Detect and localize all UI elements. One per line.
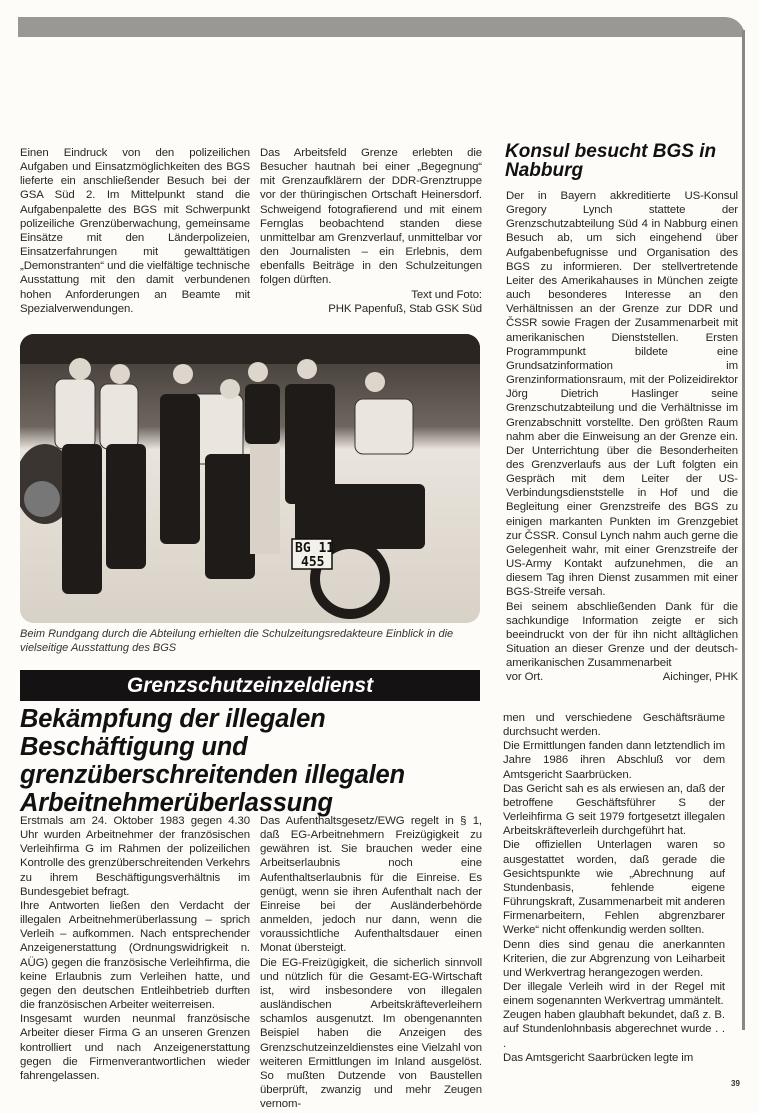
article-paragraph: Die offiziellen Unterlagen waren so ausgestattet worden, daß gerade die Gesichtspunkte wie „Abrechnung auf Stundenbasis, fehlende eigene Führungskraft, Zusammenarbeit mit anderen Firmenarbeitern, Fehlen abgrenzbarer Werke“ nicht offenkundig werden sollten.: [503, 839, 725, 937]
photo-credit: Text und Foto:: [411, 288, 482, 301]
intro-column-2: [260, 146, 482, 316]
konsul-paragraph: Der in Bayern akkreditierte US-Konsul Gregory Lynch stattete der Grenzschutzabteilung Süd 4 in Nabburg einen Besuch ab, um sich eingehend über Aufgabenbefugnisse und Organisation des BGS zu informieren. Der stellvertretende Leiter des Amerikahauses in München zeigte auch besonderes Interesse an den Verhältnissen an der Grenze zur DDR und ČSSR sowie Fragen der Zusammenarbeit mit amerikanischen Dienststellen. Ersten Programmpunkt bildete eine Grundsatzinformation im Grenzinformationsraum, mit der Polizeidirektor Jörg Dietrich Haslinger seine Grenzschutzabteilung und die Verhältnisse im Grenzabschnitt vorstellte. Den größten Raum nahm aber die Einweisung an der Grenze ein. Der Unterrichtung über die Besonderheiten des Grenzverlaufs aus der Luft folgten ein Gespräch mit dem Leiter der US-Verbindungsdienststelle in Hof und die Begleitung einer Grenzstreife des BGS zu einigen markanten Punkten im Grenzgebiet zur ČSSR. Consul Lynch nahm auch gerne die Gelegenheit wahr, mit einer Grenzstreife der US-Army Kontakt aufzunehmen, die an diesem Tag ihren Dienst zusammen mit einer BGS-Streife versah.: [506, 190, 738, 599]
article-paragraph: Zeugen haben glaubhaft bekundet, daß z. B. auf Stundenlohnbasis abgerechnet wurde . . .: [503, 1009, 725, 1050]
license-plate-line1: BG 11: [295, 541, 335, 556]
header-bar: [18, 17, 745, 37]
license-plate-line2: 455: [301, 555, 325, 570]
article-column-1: [20, 814, 250, 1083]
article-paragraph: Die Ermittlungen fanden dann letztendlich im Jahre 1986 ihren Abschluß vor dem Amtsgericht Saarbrücken.: [503, 740, 725, 781]
article-paragraph: men und verschiedene Geschäftsräume durchsucht werden.: [503, 712, 725, 739]
article-paragraph: Erstmals am 24. Oktober 1983 gegen 4.30 Uhr wurden Arbeitnehmer der französischen Verleihfirma G im Rahmen der polizeilichen Kontrolle des grenzüberschreitenden Verkehrs zu ihrem Beschäftigungsverhältnis im Bundesgebiet befragt.: [20, 815, 250, 898]
konsul-paragraph: Bei seinem abschließenden Dank für die sachkundige Information zeigte er sich beeindruckt von der für ihn nicht alltäglichen Situation an dieser Grenze und der deutsch-amerikanischen Zusammenarbeit: [506, 600, 738, 670]
article-paragraph: Das Aufenthaltsgesetz/EWG regelt in § 1, daß EG-Arbeitnehmern Freizügigkeit zu gewähren ist. Sie brauchen weder eine Arbeitserlaubnis noch eine Aufenthaltserlaubnis für die Einreise. Es genügt, wenn sie ihren Aufenthalt nach der Einreise bei der Ausländerbehörde anmelden, jedoch nur dann, wenn die voraussichtliche Aufenthaltsdauer einen Monat übersteigt.: [260, 815, 482, 955]
article-column-2: [260, 814, 482, 1111]
article-photo: [20, 334, 480, 623]
photo-credit-author: PHK Papenfuß, Stab GSK Süd: [328, 302, 482, 315]
article-paragraph: Insgesamt wurden neunmal französische Arbeiter dieser Firma G an unseren Grenzen kontrolliert und nach Anzeigenerstattung gegen die Firmenverantwortlichen wieder fahrengelassen.: [20, 1013, 250, 1082]
article-paragraph: Die EG-Freizügigkeit, die sicherlich sinnvoll und nützlich für die Gesamt-EG-Wirtschaft ist, wird insbesondere von illegalen ausländischen Arbeitskräfteverleihern schamlos ausgenutzt. Im obengenannten Beispiel haben die Anzeigen des Grenzschutzeinzeldienstes eine Vielzahl von weiteren Ermittlungen im Inland ausgelöst. So mußten Dutzende von Baustellen überprüft, zwanzig und mehr Zeugen vernom-: [260, 956, 482, 1111]
konsul-signature-line: [506, 670, 738, 684]
intro-paragraph: Einen Eindruck von den polizeilichen Aufgaben und Einsatzmöglichkeiten des BGS lieferte ein anschließender Besuch bei der GSA Süd 2. Im Mittelpunkt stand die Aufgabenpalette des BGS mit Schwerpunkt polizeiliche Grenzüberwachung, gemeinsame Einsätze mit den Länderpolizeien, Einsatzerfahrungen mit gewalttätigen „Demonstranten“ und die vielfältige technische Ausstattung mit den damit verbundenen hohen Anforderungen an Beamte mit Spezialverwendungen.: [20, 147, 250, 315]
article-paragraph: Das Amtsgericht Saarbrücken legte im: [503, 1051, 694, 1064]
article-column-3: [503, 711, 725, 1065]
page-number: 39: [731, 1079, 740, 1088]
article-paragraph: Ihre Antworten ließen den Verdacht der illegalen Arbeitnehmerüberlassung – sprich Verleih – aufkommen. Nach entsprechender Anzeigenerstattung (Ordnungswidrigkeit n. AÜG) gegen die französische Verleihfirma, die keine Erlaubnis zum Verleihen hatte, und gegen den deutschen Entleihbetrieb durften die französischen Arbeiter weiterreisen.: [20, 899, 250, 1012]
section-banner: Grenzschutzeinzeldienst: [20, 670, 480, 701]
intro-paragraph: Das Arbeitsfeld Grenze erlebten die Besucher hautnah bei einer „Begegnung“ mit Grenzaufklärern der DDR-Grenztruppe vor der thüringischen Ortschaft Heinersdorf. Schweigend fotografierend und mit einem Fernglas beobachtend standen diese unmittelbar am Grenzverlauf, unmittelbar vor den Journalisten – ein Erlebnis, dem ebenfalls Beiträge in den Schulzeitungen folgen dürften.: [260, 147, 482, 287]
konsul-article-title: Konsul besucht BGS in Nabburg: [505, 141, 717, 181]
intro-column-1: [20, 146, 250, 316]
article-paragraph: Der illegale Verleih wird in der Regel mit einem sogenannten Werkvertrag ummäntelt.: [503, 980, 725, 1008]
article-paragraph: Denn dies sind genau die anerkannten Kriterien, die zur Abgrenzung von Leiharbeit und Werkvertrag herangezogen werden.: [503, 938, 725, 979]
photo-caption: Beim Rundgang durch die Abteilung erhielten die Schulzeitungsredakteure Einblick in die vielseitige Ausstattung des BGS: [20, 628, 454, 654]
article-paragraph: Das Gericht sah es als erwiesen an, daß der betroffene Geschäftsführer S der Verleihfirma G seit 1979 fortgesetzt illegalen Arbeitskräfteverleih durchgeführt hat.: [503, 782, 725, 838]
konsul-paragraph-end: vor Ort.: [506, 671, 544, 684]
konsul-author: Aichinger, PHK: [662, 671, 738, 684]
konsul-article-body: [506, 189, 738, 684]
page-edge-rule: [742, 30, 745, 1030]
article-headline: Bekämpfung der illegalen Beschäftigung und grenzüberschreitenden illegalen Arbeitnehmerüberlassung: [20, 705, 405, 817]
photo-officers-motorcycle: [20, 334, 480, 623]
